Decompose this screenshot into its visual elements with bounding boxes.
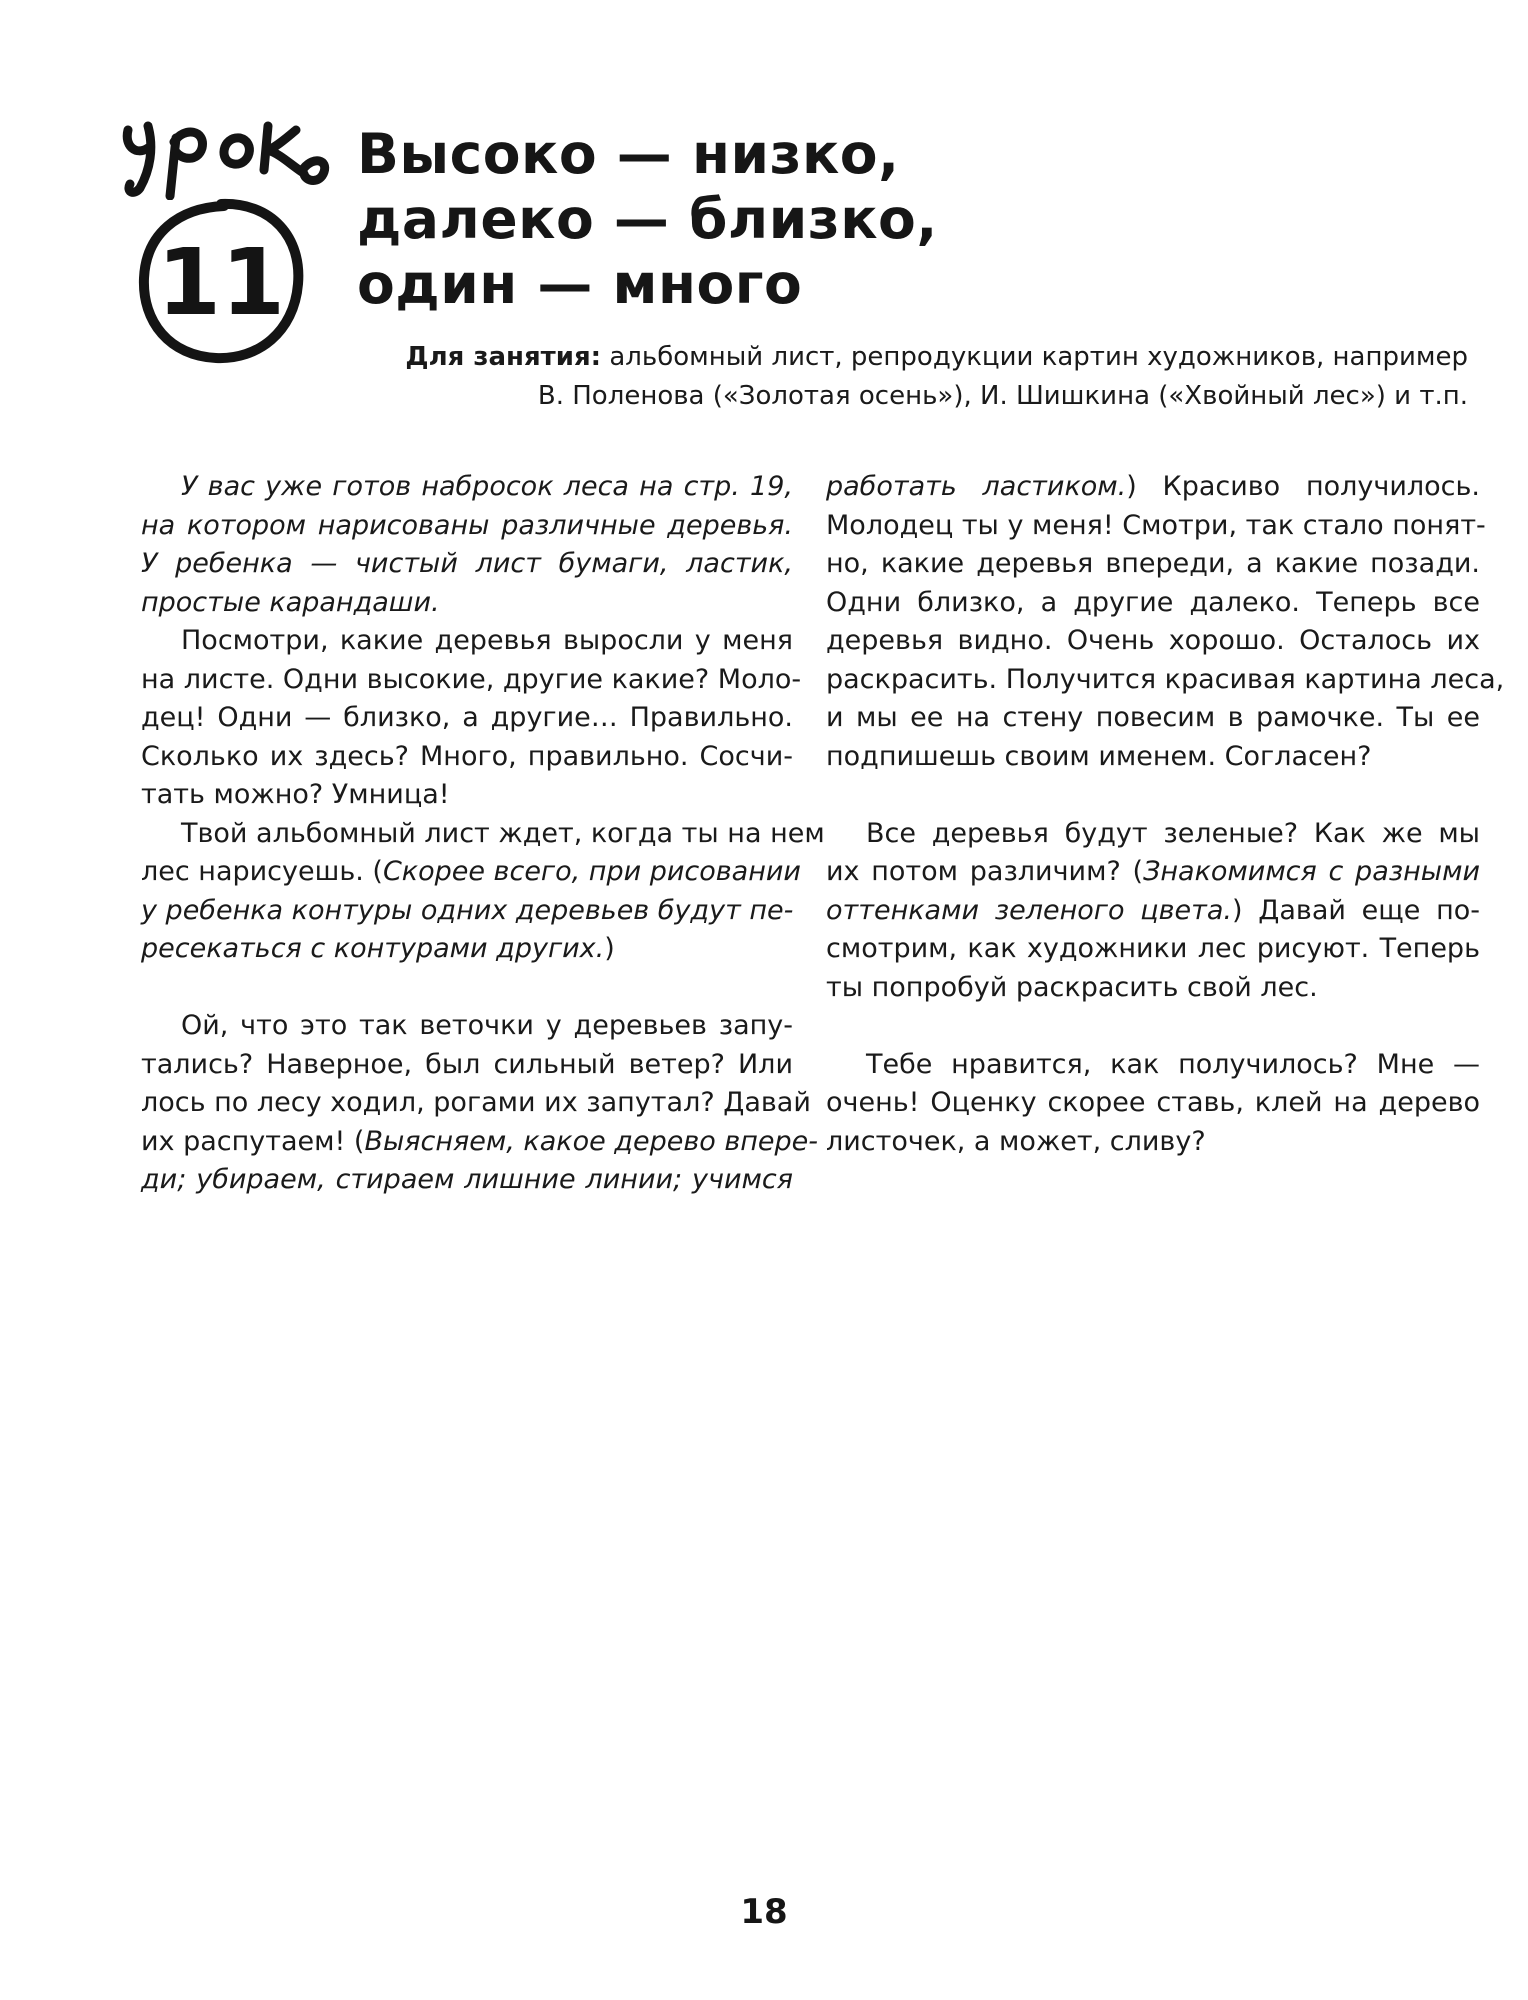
- materials-label: Для занятия:: [405, 342, 602, 372]
- text-run: ) Красиво получилось.: [1126, 471, 1480, 502]
- paragraph-gap: [826, 1007, 1480, 1046]
- text-line: Все деревья будут зеленые? Как же мы: [866, 817, 1480, 849]
- materials-note: [340, 338, 1468, 416]
- title-line: далеко — близко,: [357, 187, 938, 251]
- page-number: 18: [740, 1892, 788, 1932]
- text-line: Одни близко, а другие далеко. Теперь все: [826, 586, 1480, 618]
- text-line: на котором нарисованы различные деревья.: [141, 509, 793, 541]
- text-line: листочек, а может, сливу?: [826, 1125, 1206, 1157]
- text-line: Тебе нравится, как получилось? Мне —: [866, 1048, 1480, 1080]
- text-line: раскрасить. Получится красивая картина леса,: [826, 663, 1505, 695]
- text-run-italic: Скорее всего, при рисовании: [382, 856, 801, 887]
- text-line: тались? Наверное, был сильный ветер? Или: [141, 1048, 793, 1080]
- text-line: деревья видно. Очень хорошо. Осталось их: [826, 625, 1480, 656]
- text-line: Ой, что это так веточки у деревьев запу-: [181, 1010, 793, 1041]
- materials-line: [340, 338, 1468, 377]
- text-line: и мы ее на стену повесим в рамочке. Ты ее: [826, 702, 1480, 733]
- text-line: Твой альбомный лист ждет, когда ты на нем: [181, 817, 825, 849]
- title-line: один — много: [357, 252, 803, 316]
- materials-text: альбомный лист, репродукции картин художников, например: [601, 342, 1468, 372]
- text-line: [826, 468, 1480, 507]
- materials-line: В. Поленова («Золотая осень»), И. Шишкина («Хвойный лес») и т.п.: [537, 381, 1468, 411]
- text-run-italic: Выясняем, какое дерево впере-: [364, 1125, 819, 1157]
- text-line: [826, 892, 1480, 931]
- text-line: тать можно? Умница!: [141, 779, 450, 810]
- text-line: ди; убираем, стираем лишние линии; учимся: [141, 1164, 793, 1195]
- lesson-title: [357, 122, 1357, 317]
- text-line: подпишешь своим именем. Согласен?: [826, 740, 1372, 772]
- text-run: их потом различим? (: [826, 856, 1144, 887]
- paragraph-gap: [826, 776, 1480, 815]
- paragraph-gap: [141, 969, 793, 1008]
- text-line: [826, 853, 1480, 892]
- text-line: Посмотри, какие деревья выросли у меня: [181, 625, 793, 656]
- text-run-italic: ресекаться с контурами других.: [141, 933, 605, 964]
- text-line: лось по лесу ходил, рогами их запутал? Давай: [141, 1087, 811, 1118]
- text-run: их распутаем! (: [141, 1125, 365, 1157]
- text-run: ) Давай еще по-: [1231, 894, 1480, 926]
- text-line: У вас уже готов набросок леса на стр. 19,: [181, 471, 793, 502]
- text-line: смотрим, как художники лес рисуют. Теперь: [826, 933, 1480, 964]
- text-line: у ребенка контуры одних деревьев будут пе-: [141, 894, 794, 926]
- text-line: [141, 1123, 819, 1162]
- text-line: но, какие деревья впереди, а какие позади.: [826, 548, 1480, 579]
- text-line: [141, 930, 793, 969]
- lesson-number: 11: [156, 229, 286, 336]
- text-run-italic: оттенками зеленого цвета.: [826, 894, 1232, 926]
- text-run: лес нарисуешь. (: [141, 856, 383, 887]
- lesson-word-lettering: [118, 108, 333, 200]
- text-line: [141, 853, 801, 892]
- text-line: Молодец ты у меня! Смотри, так стало понят-: [826, 509, 1486, 541]
- text-line: ты попробуй раскрасить свой лес.: [826, 971, 1318, 1003]
- text-line: дец! Одни — близко, а другие… Правильно.: [141, 702, 793, 733]
- text-line: на листе. Одни высокие, другие какие? Моло-: [141, 663, 802, 695]
- text-line: Сколько их здесь? Много, правильно. Сосчи-: [141, 740, 793, 772]
- text-run-italic: Знакомимся с разными: [1143, 856, 1480, 887]
- text-run-italic: работать ластиком.: [826, 471, 1127, 502]
- text-line: простые карандаши.: [141, 586, 440, 618]
- left-column: [141, 468, 825, 1200]
- right-column: [826, 468, 1505, 1161]
- lesson-number-badge: [132, 192, 310, 370]
- text-line: очень! Оценку скорее ставь, клей на дерево: [826, 1087, 1480, 1118]
- title-line: Высоко — низко,: [357, 122, 900, 186]
- text-line: У ребенка — чистый лист бумаги, ластик,: [141, 548, 793, 579]
- text-run: ): [604, 933, 615, 964]
